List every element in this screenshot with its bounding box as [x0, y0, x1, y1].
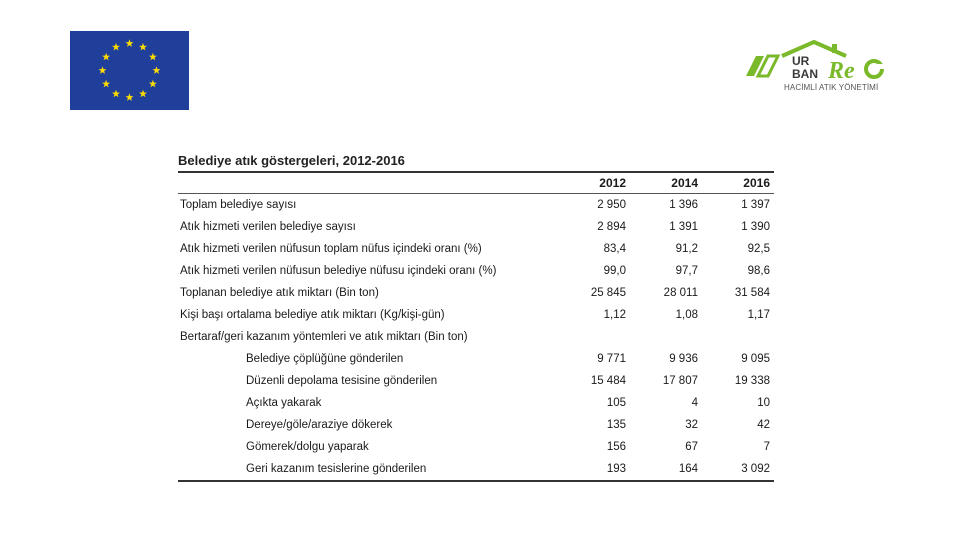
row-value-2016: 3 092: [741, 463, 770, 475]
row-label: Atık hizmeti verilen nüfusun toplam nüfus içindeki oranı (%): [180, 243, 482, 255]
row-label: Düzenli depolama tesisine gönderilen: [246, 375, 438, 387]
row-value-2012: 105: [606, 397, 626, 409]
row-value-2014: [630, 326, 702, 348]
row-value-2014: 4: [691, 397, 698, 409]
row-value-2012: 1,12: [603, 309, 626, 321]
table-row: [178, 282, 774, 304]
row-value-2012: 2 950: [597, 199, 626, 211]
row-value-2014: 1 391: [669, 221, 698, 233]
row-value-2014: 1,08: [675, 309, 698, 321]
logo-subtitle: HACİMLİ ATIK YÖNETİMİ: [784, 83, 879, 92]
urbanrec-logo-icon: [742, 38, 892, 98]
table-row: [178, 414, 774, 436]
table-row: [178, 436, 774, 458]
row-value-2012: 15 484: [590, 375, 626, 387]
row-label: Toplanan belediye atık miktarı (Bin ton): [180, 287, 379, 299]
row-label: Dereye/göle/araziye dökerek: [246, 419, 393, 431]
row-label: Atık hizmeti verilen belediye sayısı: [180, 221, 356, 233]
table-bottom-rule: [178, 480, 774, 482]
row-value-2016: [702, 326, 774, 348]
table-row: [178, 194, 774, 216]
table-row: [178, 348, 774, 370]
row-label: Gömerek/dolgu yaparak: [246, 441, 369, 453]
row-value-2012: 2 894: [597, 221, 626, 233]
row-value-2014: 91,2: [675, 243, 698, 255]
row-value-2014: 32: [685, 419, 698, 431]
row-value-2016: 9 095: [741, 353, 770, 365]
svg-text:UR: UR: [792, 54, 810, 68]
row-value-2012: 99,0: [603, 265, 626, 277]
header-year-2012: 2012: [599, 176, 626, 190]
row-value-2012: 9 771: [597, 353, 626, 365]
row-label: Açıkta yakarak: [246, 397, 322, 409]
row-value-2012: 156: [606, 441, 626, 453]
row-value-2016: 10: [757, 397, 770, 409]
table-row: [178, 216, 774, 238]
table-row: [178, 458, 774, 480]
row-value-2016: 7: [763, 441, 770, 453]
row-value-2014: 164: [678, 463, 698, 475]
row-value-2012: 193: [606, 463, 626, 475]
row-value-2016: 42: [757, 419, 770, 431]
row-value-2012: 135: [606, 419, 626, 431]
row-label: Belediye çöplüğüne gönderilen: [246, 353, 404, 365]
row-value-2016: 92,5: [747, 243, 770, 255]
waste-indicators-table: [178, 151, 774, 482]
row-value-2016: 1 390: [741, 221, 770, 233]
row-value-2014: 1 396: [669, 199, 698, 211]
table-header-row: [178, 173, 774, 193]
table-body: [178, 194, 774, 480]
row-label: Bertaraf/geri kazanım yöntemleri ve atık miktarı (Bin ton): [180, 331, 468, 343]
table-row: [178, 304, 774, 326]
eu-flag-icon: [70, 31, 189, 110]
table-row: [178, 260, 774, 282]
svg-text:BAN: BAN: [792, 67, 818, 81]
row-label: Toplam belediye sayısı: [180, 199, 297, 211]
row-value-2012: [558, 326, 630, 348]
row-value-2016: 1,17: [747, 309, 770, 321]
header-label-cell: [178, 173, 558, 193]
row-value-2016: 98,6: [747, 265, 770, 277]
svg-text:Re: Re: [828, 58, 855, 83]
header-year-2016: 2016: [743, 176, 770, 190]
row-value-2016: 31 584: [734, 287, 770, 299]
table-row: [178, 392, 774, 414]
row-label: Atık hizmeti verilen nüfusun belediye nüfusu içindeki oranı (%): [180, 265, 497, 277]
row-label: Geri kazanım tesislerine gönderilen: [246, 463, 427, 475]
row-value-2014: 17 807: [662, 375, 698, 387]
row-value-2016: 19 338: [734, 375, 770, 387]
header-year-2014: 2014: [671, 176, 698, 190]
row-value-2016: 1 397: [741, 199, 770, 211]
row-value-2014: 97,7: [675, 265, 698, 277]
row-value-2014: 67: [685, 441, 698, 453]
table-row: [178, 370, 774, 392]
table-row: [178, 326, 774, 348]
row-label: Kişi başı ortalama belediye atık miktarı (Kg/kişi-gün): [180, 309, 445, 321]
row-value-2014: 28 011: [663, 287, 698, 299]
table-title: Belediye atık göstergeleri, 2012-2016: [178, 153, 405, 168]
row-value-2012: 83,4: [603, 243, 626, 255]
row-value-2012: 25 845: [590, 287, 626, 299]
row-value-2014: 9 936: [669, 353, 698, 365]
table-row: [178, 238, 774, 260]
